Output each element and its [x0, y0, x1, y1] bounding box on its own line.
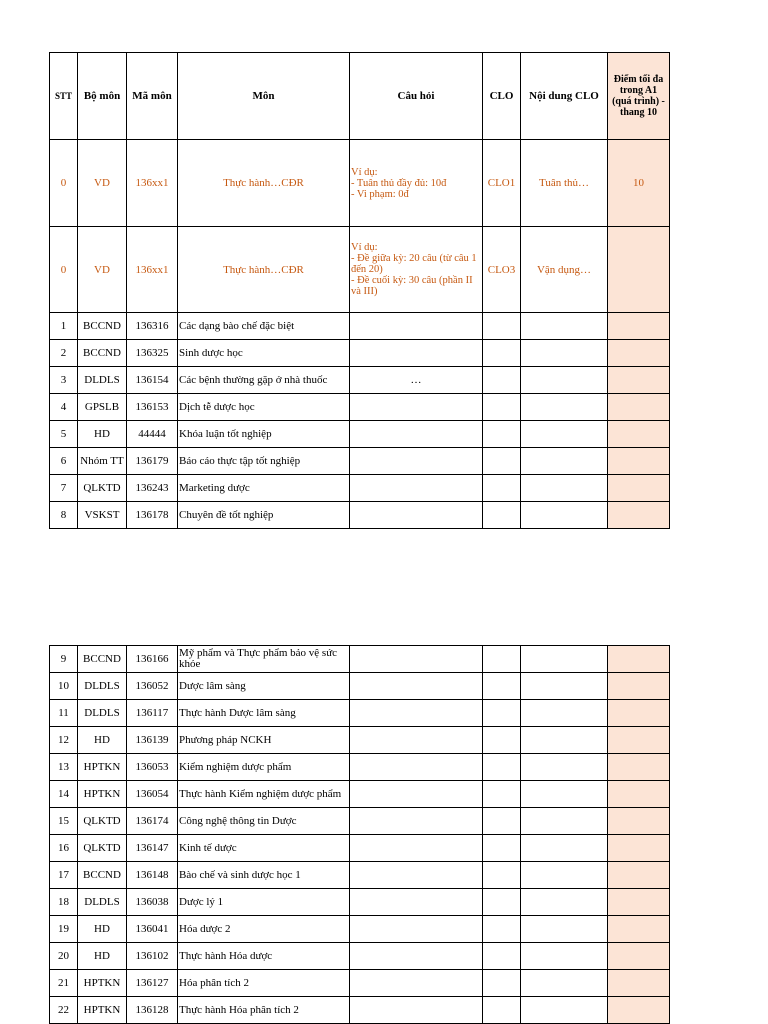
table-row	[50, 754, 670, 781]
cau-hoi-line: Ví dụ:	[351, 166, 378, 178]
cell-noi-dung-clo	[521, 862, 608, 889]
cell-noi-dung-clo	[521, 781, 608, 808]
cell-ma-mon: 136243	[127, 475, 178, 502]
cell-ma-mon: 136xx1	[127, 140, 178, 227]
cell-mon: Các dạng bào chế đặc biệt	[178, 313, 350, 340]
cell-noi-dung-clo	[521, 448, 608, 475]
table-row	[50, 970, 670, 997]
cell-noi-dung-clo	[521, 340, 608, 367]
cell-noi-dung-clo	[521, 916, 608, 943]
cell-cau-hoi	[350, 227, 483, 313]
header-row	[50, 53, 670, 140]
table-row	[50, 727, 670, 754]
cell-bo-mon: QLKTD	[78, 475, 127, 502]
cell-stt: 11	[50, 700, 78, 727]
cell-bo-mon: QLKTD	[78, 808, 127, 835]
cell-mon: Kinh tế dược	[178, 835, 350, 862]
cell-bo-mon: BCCND	[78, 340, 127, 367]
cell-cau-hoi	[350, 970, 483, 997]
cell-stt: 14	[50, 781, 78, 808]
table-row	[50, 340, 670, 367]
cell-clo	[483, 916, 521, 943]
cell-clo	[483, 421, 521, 448]
cell-clo	[483, 394, 521, 421]
table-row	[50, 997, 670, 1024]
cell-bo-mon: HD	[78, 943, 127, 970]
cell-ma-mon: 44444	[127, 421, 178, 448]
cell-mon: Dược lâm sàng	[178, 673, 350, 700]
cell-diem	[608, 862, 670, 889]
cell-cau-hoi	[350, 862, 483, 889]
cell-clo	[483, 943, 521, 970]
cell-cau-hoi	[350, 943, 483, 970]
cell-bo-mon: VD	[78, 227, 127, 313]
cell-clo	[483, 781, 521, 808]
cell-mon: Khóa luận tốt nghiệp	[178, 421, 350, 448]
cell-cau-hoi	[350, 475, 483, 502]
cell-diem	[608, 943, 670, 970]
cell-clo	[483, 862, 521, 889]
cell-ma-mon: 136139	[127, 727, 178, 754]
cell-ma-mon: 136127	[127, 970, 178, 997]
cell-stt: 19	[50, 916, 78, 943]
header-ma-mon: Mã môn	[127, 53, 178, 140]
cell-diem	[608, 448, 670, 475]
cell-ma-mon: 136179	[127, 448, 178, 475]
cell-stt: 9	[50, 646, 78, 673]
cell-bo-mon: BCCND	[78, 646, 127, 673]
cell-noi-dung-clo	[521, 700, 608, 727]
cell-noi-dung-clo	[521, 475, 608, 502]
cell-ma-mon: 136316	[127, 313, 178, 340]
cell-clo	[483, 502, 521, 529]
cell-diem	[608, 916, 670, 943]
cell-diem	[608, 502, 670, 529]
cell-mon: Bào chế và sinh dược học 1	[178, 862, 350, 889]
cau-hoi-line: - Vi phạm: 0đ	[351, 188, 409, 200]
cell-stt: 15	[50, 808, 78, 835]
cell-noi-dung-clo	[521, 673, 608, 700]
cell-bo-mon: DLDLS	[78, 673, 127, 700]
cell-ma-mon: 136054	[127, 781, 178, 808]
cell-mon: Thực hành…CĐR	[178, 140, 350, 227]
header-mon: Môn	[178, 53, 350, 140]
cell-noi-dung-clo: Vận dụng…	[521, 227, 608, 313]
cell-bo-mon: HPTKN	[78, 754, 127, 781]
table-row	[50, 916, 670, 943]
cell-cau-hoi	[350, 727, 483, 754]
cau-hoi-line: - Tuân thủ đầy đủ: 10đ	[351, 177, 447, 189]
cell-stt: 21	[50, 970, 78, 997]
cell-stt: 20	[50, 943, 78, 970]
cell-mon: Báo cáo thực tập tốt nghiệp	[178, 448, 350, 475]
cell-bo-mon: DLDLS	[78, 700, 127, 727]
cell-clo	[483, 808, 521, 835]
cell-diem	[608, 367, 670, 394]
table-row	[50, 781, 670, 808]
cau-hoi-line: - Đề cuối kỳ: 30 câu (phần II và III)	[351, 275, 473, 297]
cell-ma-mon: 136174	[127, 808, 178, 835]
cell-bo-mon: HPTKN	[78, 997, 127, 1024]
cell-cau-hoi: …	[350, 367, 483, 394]
cell-noi-dung-clo	[521, 313, 608, 340]
course-table-bottom	[49, 645, 670, 1024]
cell-diem	[608, 727, 670, 754]
cell-noi-dung-clo	[521, 943, 608, 970]
cell-cau-hoi	[350, 646, 483, 673]
cell-cau-hoi	[350, 997, 483, 1024]
header-bo-mon: Bộ môn	[78, 53, 127, 140]
cell-cau-hoi	[350, 448, 483, 475]
cell-stt: 12	[50, 727, 78, 754]
cell-clo	[483, 313, 521, 340]
cell-mon: Hóa dược 2	[178, 916, 350, 943]
table-row	[50, 862, 670, 889]
cell-ma-mon: 136325	[127, 340, 178, 367]
cell-noi-dung-clo	[521, 394, 608, 421]
cell-bo-mon: GPSLB	[78, 394, 127, 421]
cell-bo-mon: HPTKN	[78, 781, 127, 808]
cell-noi-dung-clo	[521, 808, 608, 835]
cell-diem: 10	[608, 140, 670, 227]
cell-clo	[483, 448, 521, 475]
cell-diem	[608, 754, 670, 781]
cell-bo-mon: HD	[78, 421, 127, 448]
cell-diem	[608, 421, 670, 448]
header-diem-toi-da: Điểm tối đa trong A1 (quá trình) - thang 10	[608, 53, 670, 140]
cell-cau-hoi	[350, 781, 483, 808]
cell-cau-hoi	[350, 754, 483, 781]
table-row	[50, 367, 670, 394]
cell-stt: 1	[50, 313, 78, 340]
cell-noi-dung-clo	[521, 835, 608, 862]
cell-stt: 17	[50, 862, 78, 889]
cell-diem	[608, 808, 670, 835]
cell-diem	[608, 997, 670, 1024]
table-row	[50, 700, 670, 727]
cell-cau-hoi	[350, 313, 483, 340]
cell-clo: CLO1	[483, 140, 521, 227]
cell-ma-mon: 136102	[127, 943, 178, 970]
cell-diem	[608, 313, 670, 340]
cau-hoi-line: - Đề giữa kỳ: 20 câu (từ câu 1 đến 20)	[351, 253, 477, 275]
cell-mon: Mỹ phẩm và Thực phẩm bảo vệ sức khỏe	[178, 646, 350, 673]
cell-noi-dung-clo	[521, 754, 608, 781]
header-noi-dung-clo: Nội dung CLO	[521, 53, 608, 140]
cell-mon: Dược lý 1	[178, 889, 350, 916]
cell-stt: 2	[50, 340, 78, 367]
cell-mon: Thực hành Kiểm nghiệm dược phẩm	[178, 781, 350, 808]
cell-mon: Thực hành Hóa dược	[178, 943, 350, 970]
cell-diem	[608, 673, 670, 700]
cell-stt: 8	[50, 502, 78, 529]
cell-stt: 18	[50, 889, 78, 916]
cell-cau-hoi	[350, 835, 483, 862]
cell-ma-mon: 136052	[127, 673, 178, 700]
cell-noi-dung-clo	[521, 421, 608, 448]
cell-bo-mon: VD	[78, 140, 127, 227]
cell-ma-mon: 136148	[127, 862, 178, 889]
course-table-top	[49, 52, 670, 529]
cell-diem	[608, 700, 670, 727]
table-row	[50, 394, 670, 421]
cell-stt: 4	[50, 394, 78, 421]
cell-noi-dung-clo	[521, 970, 608, 997]
cell-noi-dung-clo	[521, 997, 608, 1024]
cell-diem	[608, 227, 670, 313]
cell-bo-mon: HD	[78, 916, 127, 943]
cell-noi-dung-clo	[521, 646, 608, 673]
cell-bo-mon: Nhóm TT	[78, 448, 127, 475]
cell-clo: CLO3	[483, 227, 521, 313]
cell-cau-hoi	[350, 340, 483, 367]
cell-clo	[483, 340, 521, 367]
cell-mon: Các bệnh thường gặp ở nhà thuốc	[178, 367, 350, 394]
cell-clo	[483, 646, 521, 673]
cell-diem	[608, 340, 670, 367]
table-row	[50, 943, 670, 970]
cell-mon: Sinh dược học	[178, 340, 350, 367]
cell-clo	[483, 367, 521, 394]
cell-diem	[608, 475, 670, 502]
cell-diem	[608, 394, 670, 421]
cell-cau-hoi	[350, 140, 483, 227]
cell-diem	[608, 970, 670, 997]
cell-clo	[483, 889, 521, 916]
cell-noi-dung-clo	[521, 889, 608, 916]
cell-clo	[483, 835, 521, 862]
cell-noi-dung-clo	[521, 502, 608, 529]
header-cau-hoi: Câu hỏi	[350, 53, 483, 140]
header-stt: STT	[50, 53, 78, 140]
cell-stt: 0	[50, 140, 78, 227]
cell-clo	[483, 475, 521, 502]
cell-ma-mon: 136153	[127, 394, 178, 421]
table-row	[50, 646, 670, 673]
cell-mon: Dịch tễ dược học	[178, 394, 350, 421]
cell-noi-dung-clo: Tuân thủ…	[521, 140, 608, 227]
cell-stt: 5	[50, 421, 78, 448]
cell-bo-mon: QLKTD	[78, 835, 127, 862]
cell-mon: Hóa phân tích 2	[178, 970, 350, 997]
cell-stt: 3	[50, 367, 78, 394]
example-row	[50, 227, 670, 313]
cell-stt: 7	[50, 475, 78, 502]
cau-hoi-line: Ví dụ:	[351, 242, 378, 253]
cell-mon: Marketing dược	[178, 475, 350, 502]
cell-cau-hoi	[350, 673, 483, 700]
cell-clo	[483, 673, 521, 700]
cell-mon: Kiểm nghiệm dược phẩm	[178, 754, 350, 781]
cell-cau-hoi	[350, 700, 483, 727]
table-row	[50, 313, 670, 340]
cell-bo-mon: HPTKN	[78, 970, 127, 997]
cell-cau-hoi	[350, 889, 483, 916]
table-row	[50, 808, 670, 835]
cell-noi-dung-clo	[521, 727, 608, 754]
table-row	[50, 421, 670, 448]
cell-bo-mon: VSKST	[78, 502, 127, 529]
cell-stt: 22	[50, 997, 78, 1024]
cell-ma-mon: 136xx1	[127, 227, 178, 313]
example-row	[50, 140, 670, 227]
cell-cau-hoi	[350, 916, 483, 943]
cell-ma-mon: 136154	[127, 367, 178, 394]
cell-mon: Chuyên đề tốt nghiệp	[178, 502, 350, 529]
cell-ma-mon: 136166	[127, 646, 178, 673]
table-row	[50, 889, 670, 916]
cell-mon: Thực hành Hóa phân tích 2	[178, 997, 350, 1024]
cell-mon: Thực hành…CĐR	[178, 227, 350, 313]
cell-cau-hoi	[350, 421, 483, 448]
cell-stt: 16	[50, 835, 78, 862]
cell-stt: 13	[50, 754, 78, 781]
cell-clo	[483, 700, 521, 727]
cell-ma-mon: 136117	[127, 700, 178, 727]
cell-ma-mon: 136038	[127, 889, 178, 916]
cell-ma-mon: 136128	[127, 997, 178, 1024]
cell-diem	[608, 646, 670, 673]
table-row	[50, 835, 670, 862]
cell-stt: 10	[50, 673, 78, 700]
header-clo: CLO	[483, 53, 521, 140]
cell-ma-mon: 136041	[127, 916, 178, 943]
cell-diem	[608, 835, 670, 862]
cell-mon: Phương pháp NCKH	[178, 727, 350, 754]
cell-diem	[608, 781, 670, 808]
cell-clo	[483, 997, 521, 1024]
cell-ma-mon: 136147	[127, 835, 178, 862]
table-row	[50, 475, 670, 502]
cell-clo	[483, 970, 521, 997]
cell-cau-hoi	[350, 394, 483, 421]
cell-stt: 6	[50, 448, 78, 475]
table-row	[50, 673, 670, 700]
cell-clo	[483, 727, 521, 754]
table-row	[50, 502, 670, 529]
table-row	[50, 448, 670, 475]
cell-bo-mon: HD	[78, 727, 127, 754]
cell-stt: 0	[50, 227, 78, 313]
cell-diem	[608, 889, 670, 916]
cell-noi-dung-clo	[521, 367, 608, 394]
cell-ma-mon: 136053	[127, 754, 178, 781]
cell-bo-mon: BCCND	[78, 862, 127, 889]
cell-bo-mon: BCCND	[78, 313, 127, 340]
cell-bo-mon: DLDLS	[78, 889, 127, 916]
cell-cau-hoi	[350, 502, 483, 529]
cell-clo	[483, 754, 521, 781]
cell-bo-mon: DLDLS	[78, 367, 127, 394]
cell-ma-mon: 136178	[127, 502, 178, 529]
cell-cau-hoi	[350, 808, 483, 835]
cell-mon: Công nghệ thông tin Dược	[178, 808, 350, 835]
cell-mon: Thực hành Dược lâm sàng	[178, 700, 350, 727]
